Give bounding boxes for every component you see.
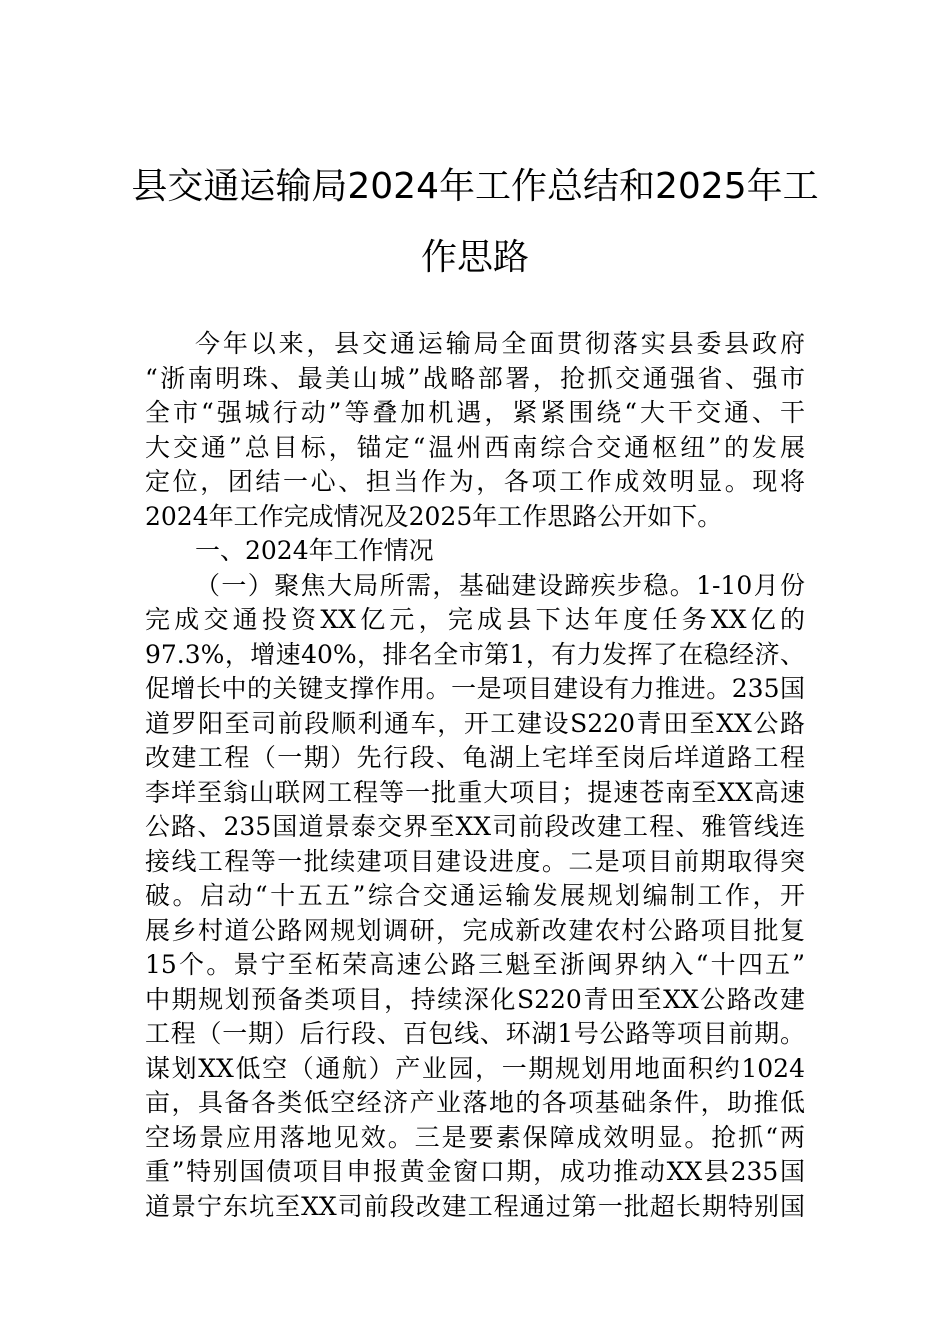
body-line: 李垟至翁山联网工程等一批重大项目；提速苍南至XX高速 xyxy=(145,777,805,807)
body-line: 完成交通投资XX亿元，完成县下达年度任务XX亿的 xyxy=(145,605,805,634)
document-body xyxy=(145,327,805,1224)
body-line: 2024年工作完成情况及2025年工作思路公开如下。 xyxy=(145,501,723,531)
section-heading: 一、2024年工作情况 xyxy=(195,536,434,565)
body-line: “浙南明珠、最美山城”战略部署，抢抓交通强省、强市 xyxy=(145,363,805,393)
body-line: 中期规划预备类项目，持续深化S220青田至XX公路改建 xyxy=(145,984,805,1014)
body-line: 改建工程（一期）先行段、龟湖上宅垟至岗后垟道路工程 xyxy=(145,743,805,772)
body-line: 展乡村道公路网规划调研，完成新改建农村公路项目批复 xyxy=(145,915,805,945)
body-line: 今年以来，县交通运输局全面贯彻落实县委县政府 xyxy=(195,329,805,358)
body-line: 空场景应用落地见效。三是要素保障成效明显。抢抓“两 xyxy=(145,1122,805,1152)
body-line: 全市“强城行动”等叠加机遇，紧紧围绕“大干交通、干 xyxy=(145,398,805,427)
document-title-line-2: 作思路 xyxy=(420,237,529,278)
body-line: 道罗阳至司前段顺利通车，开工建设S220青田至XX公路 xyxy=(145,708,805,738)
body-line: 工程（一期）后行段、百包线、环湖1号公路等项目前期。 xyxy=(145,1019,805,1048)
document-title-line-1: 县交通运输局2024年工作总结和2025年工 xyxy=(131,166,819,207)
body-line: 定位，团结一心、担当作为，各项工作成效明显。现将 xyxy=(145,467,805,496)
body-line: 亩，具备各类低空经济产业落地的各项基础条件，助推低 xyxy=(145,1088,805,1117)
body-line: （一）聚焦大局所需，基础建设蹄疾步稳。1-10月份 xyxy=(195,570,805,600)
body-line: 谋划XX低空（通航）产业园，一期规划用地面积约1024 xyxy=(145,1053,805,1083)
body-line: 道景宁东坑至XX司前段改建工程通过第一批超长期特别国 xyxy=(145,1191,805,1221)
body-line: 15个。景宁至柘荣高速公路三魁至浙闽界纳入“十四五” xyxy=(145,950,806,979)
body-line: 破。启动“十五五”综合交通运输发展规划编制工作，开 xyxy=(145,881,805,910)
body-line: 97.3%，增速40%，排名全市第1，有力发挥了在稳经济、 xyxy=(145,639,805,669)
body-line: 公路、235国道景泰交界至XX司前段改建工程、雅管线连 xyxy=(145,812,805,841)
body-line: 重”特别国债项目申报黄金窗口期，成功推动XX县235国 xyxy=(145,1157,805,1186)
body-line: 促增长中的关键支撑作用。一是项目建设有力推进。235国 xyxy=(145,674,805,703)
body-line: 大交通”总目标，锚定“温州西南综合交通枢纽”的发展 xyxy=(145,432,805,462)
body-line: 接线工程等一批续建项目建设进度。二是项目前期取得突 xyxy=(145,846,805,876)
